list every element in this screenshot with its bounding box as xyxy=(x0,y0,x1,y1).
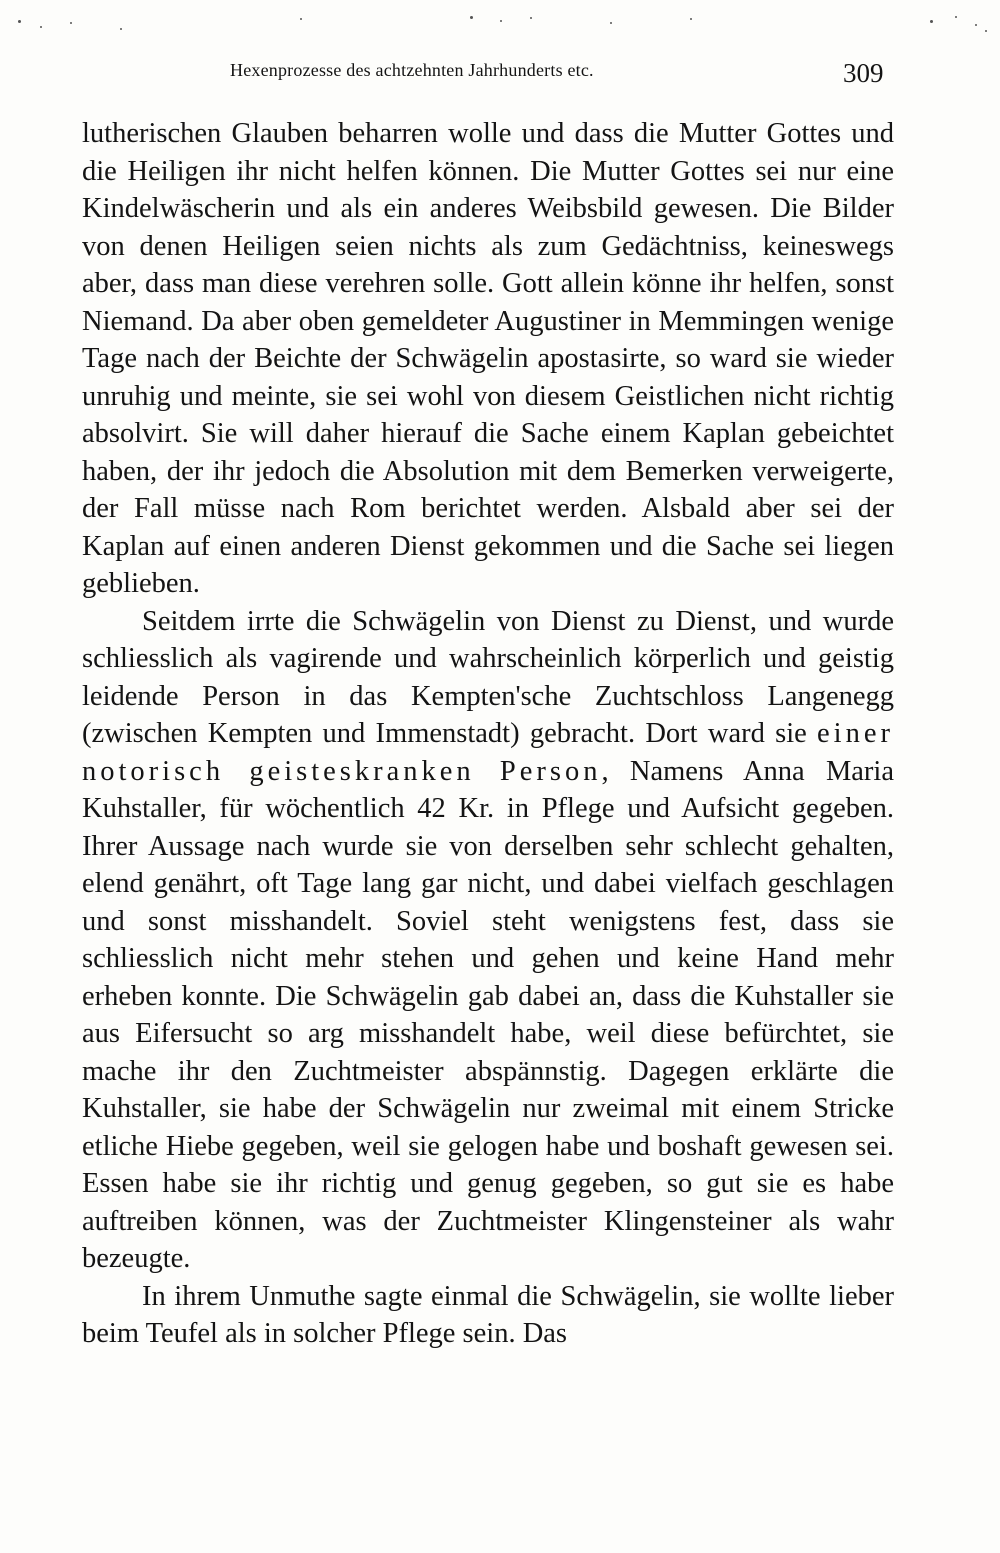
paragraph-text: Seitdem irrte die Schwägelin von Dienst zu Dienst, und wurde schliesslich als vagirende und wahrscheinlich körperlich und geistig leidende Person in das Kempten'sche Zuchtschloss Langenegg (zwischen Kempten und Immenstadt) gebracht. Dort ward sie xyxy=(82,605,894,749)
paragraph-text: , Namens Anna Maria Kuhstaller, für wöchentlich 42 Kr. in Pflege und Aufsicht gegeben. Ihrer Aussage nach wurde sie von derselben sehr schlecht gehalten, elend genährt, oft Tage lang gar nicht, und dabei vielfach geschlagen und sonst misshandelt. Soviel steht wenigstens fest, dass sie schliesslich nicht mehr stehen und gehen und keine Hand mehr erheben konnte. Die Schwägelin gab dabei an, dass die Kuhstaller sie aus Eifersucht so arg misshandelt habe, weil diese befürchtet, sie mache ihr den Zuchtmeister abspännstig. Dagegen erklärte die Kuhstaller, sie habe der Schwägelin nur zweimal mit einem Stricke etliche Hiebe gegeben, weil sie gelogen habe und boshaft gewesen sei. Essen habe sie ihr richtig und genug gegeben, so gut sie es habe auftreiben können, was der Zuchtmeister Klingensteiner als wahr bezeugte. xyxy=(82,755,894,1274)
running-title: Hexenprozesse des achtzehnten Jahrhunderts etc. xyxy=(230,60,594,80)
scan-speck xyxy=(690,18,692,20)
paragraph xyxy=(82,603,894,1278)
scan-speck xyxy=(120,28,122,30)
scan-speck xyxy=(300,18,302,20)
paragraph xyxy=(82,115,894,603)
page-header xyxy=(0,60,1000,92)
scan-speck xyxy=(930,20,933,23)
page-number: 309 xyxy=(843,58,884,88)
scan-speck xyxy=(18,20,21,23)
paragraph-text: In ihrem Unmuthe sagte einmal die Schwägelin, sie wollte lieber beim Teufel als in solcher Pflege sein. Das xyxy=(82,1280,894,1349)
scan-speck xyxy=(975,24,977,26)
spaced-emphasis: einer notorisch geisteskranken Person xyxy=(82,718,894,787)
scan-speck xyxy=(500,20,502,22)
scan-speck xyxy=(955,16,957,18)
body-text xyxy=(82,115,894,1353)
scan-speck xyxy=(985,30,987,32)
paragraph-text: lutherischen Glauben beharren wolle und dass die Mutter Gottes und die Heiligen ihr nicht helfen können. Die Mutter Gottes sei nur eine Kindelwäscherin und als ein anderes Weibsbild gewesen. Die Bilder von denen Heiligen seien nichts als zum Gedächtniss, keineswegs aber, dass man diese verehren solle. Gott allein könne ihr helfen, sonst Niemand. Da aber oben gemeldeter Augustiner in Memmingen wenige Tage nach der Beichte der Schwägelin apostasirte, so ward sie wieder unruhig und meinte, sie sei wohl von diesem Geistlichen nicht richtig absolvirt. Sie will daher hierauf die Sache einem Kaplan gebeichtet haben, der ihr jedoch die Absolution mit dem Bemerken verweigerte, der Fall müsse nach Rom berichtet werden. Alsbald aber sei der Kaplan auf einen anderen Dienst gekommen und die Sache sei liegen geblieben. xyxy=(82,118,894,599)
scan-speck xyxy=(470,16,473,19)
scan-speck xyxy=(610,22,612,24)
scan-speck xyxy=(530,17,532,19)
paragraph xyxy=(82,1278,894,1353)
scan-speck xyxy=(70,22,72,24)
scan-noise-top xyxy=(0,12,1000,42)
scan-speck xyxy=(40,26,42,28)
